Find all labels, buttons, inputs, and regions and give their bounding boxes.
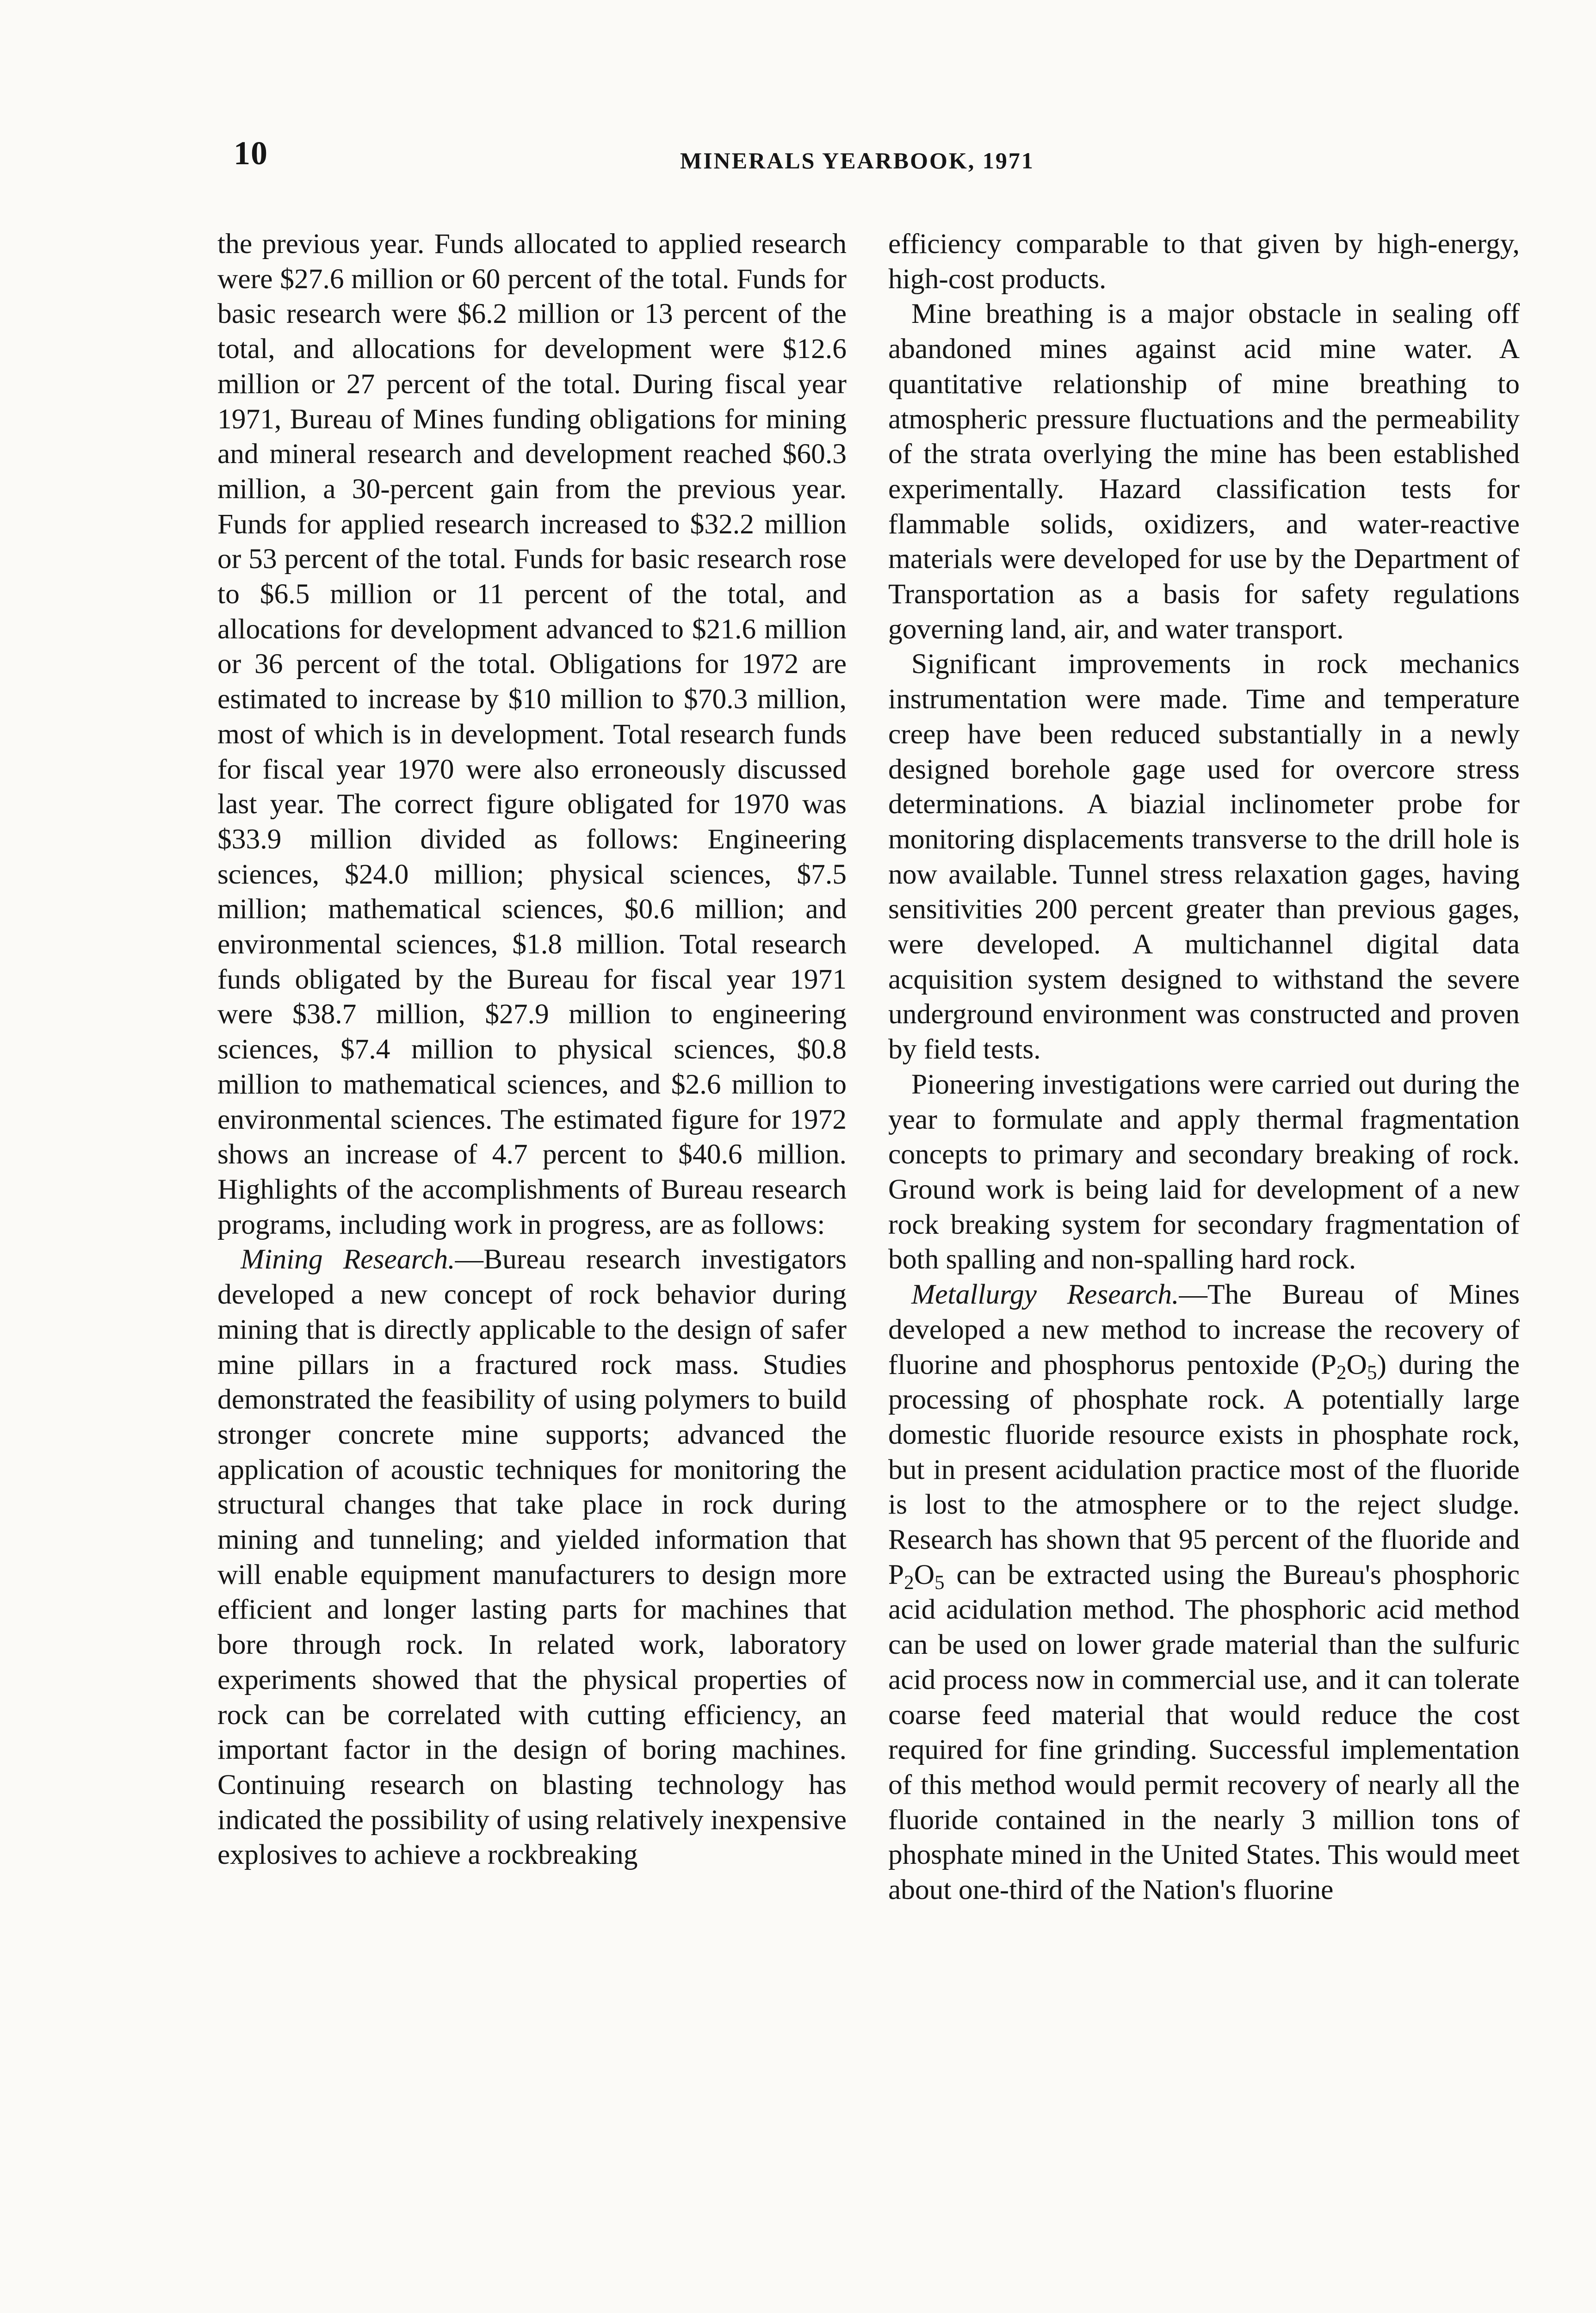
paragraph-mine-breathing: Mine breathing is a major obstacle in sealing off abandoned mines against acid mine water. A quantitative relationship of mine breathing to atmospheric pressure fluctuations and the permeability of the strata overlying the mine has been established experimentally. Hazard classification tests for flammable solids, oxidizers, and water-reactive materials were developed for use by the Department of Transportation as a basis for safety regulations governing land, air, and water transport. — [888, 298, 1520, 645]
page-number: 10 — [234, 135, 268, 172]
paragraph-mining-research — [217, 1242, 847, 1873]
paragraph-text: O — [914, 1558, 935, 1590]
run-in-heading-mining-research: Mining Research. — [241, 1243, 455, 1275]
subscript: 2 — [1336, 1361, 1347, 1384]
subscript: 5 — [1367, 1361, 1377, 1384]
paragraph-text: O — [1346, 1348, 1367, 1380]
subscript: 2 — [904, 1571, 914, 1594]
paragraph-funding: the previous year. Funds allocated to applied research were $27.6 million or 60 percent of the total. Funds for basic research were $6.2 million or 13 percent of the total, and allocations for development were $12.6 million or 27 percent of the total. During fiscal year 1971, Bureau of Mines funding obligations for mining and mineral research and development reached $60.3 million, a 30-percent gain from the previous year. Funds for applied research increased to $32.2 million or 53 percent of the total. Funds for basic research rose to $6.5 million or 11 percent of the total, and allocations for development advanced to $21.6 million or 36 percent of the total. Obligations for 1972 are estimated to increase by $10 million to $70.3 million, most of which is in development. Total research funds for fiscal year 1970 were also erroneously discussed last year. The correct figure obligated for 1970 was $33.9 million divided as follows: Engineering sciences, $24.0 million; physical sciences, $7.5 million; mathematical sciences, $0.6 million; and environmental sciences, $1.8 million. Total research funds obligated by the Bureau for fiscal year 1971 were $38.7 million, $27.9 million to engineering sciences, $7.4 million to physical sciences, $0.8 million to mathematical sciences, and $2.6 million to environmental sciences. The estimated figure for 1972 shows an increase of 4.7 percent to $40.6 million. Highlights of the accomplishments of Bureau research programs, including work in progress, are as follows: — [217, 228, 847, 1240]
paragraph-thermal-fragmentation: Pioneering investigations were carried out during the year to formulate and apply thermal fragmentation concepts to primary and secondary breaking of rock. Ground work is being laid for development of a new rock breaking system for secondary fragmentation of both spalling and non-spalling hard rock. — [888, 1068, 1520, 1275]
paragraph-text: —Bureau research investigators developed a new concept of rock behavior during mining that is directly applicable to the design of safer mine pillars in a fractured rock mass. Studies demonstrated the feasibility of using polymers to build stronger concrete mine supports; advanced the application of acoustic techniques for monitoring the structural changes that take place in rock during mining and tunneling; and yielded information that will enable equipment manufacturers to design more efficient and longer lasting parts for machines that bore through rock. In related work, laboratory experiments showed that the physical properties of rock can be correlated with cutting efficiency, an important factor in the design of boring machines. Continuing research on blasting technology has indicated the possibility of using relatively inexpensive explosives to achieve a rockbreaking — [217, 1243, 847, 1871]
paragraph-text: can be extracted using the Bureau's phosphoric acid acidulation method. The phosphoric acid method can be used on lower grade material than the sulfuric acid process now in commercial use, and it can tolerate coarse feed material that would reduce the cost required for fine grinding. Successful implementation of this method would permit recovery of nearly all the fluoride contained in the nearly 3 million tons of phosphate mined in the United States. This would meet about one-third of the Nation's fluorine — [888, 1558, 1520, 1906]
right-column — [888, 227, 1520, 2308]
left-column — [217, 227, 847, 2308]
paragraph-text: ) during the processing of phosphate rock. A potentially large domestic fluoride resource exists in phosphate rock, but in present acidulation practice most of the fluoride is lost to the atmosphere or to the reject sludge. Research has shown that 95 percent of the fluoride and P — [888, 1348, 1520, 1590]
paragraph-metallurgy-research — [888, 1277, 1520, 1908]
run-in-heading-metallurgy-research: Metallurgy Research. — [911, 1279, 1179, 1311]
paragraph-continuation: efficiency comparable to that given by high-energy, high-cost products. — [888, 228, 1520, 295]
paragraph-text: —The Bureau of Mines developed a new method to increase the recovery of fluorine and phosphorus pentoxide (P — [888, 1279, 1520, 1380]
running-head: MINERALS YEARBOOK, 1971 — [680, 148, 1034, 173]
paragraph-rock-mechanics: Significant improvements in rock mechanics instrumentation were made. Time and temperature creep have been reduced substantially in a newly designed borehole gage used for overcore stress determinations. A biazial inclinometer probe for monitoring displacements transverse to the drill hole is now available. Tunnel stress relaxation gages, having sensitivities 200 percent greater than previous gages, were developed. A multichannel digital data acquisition system designed to withstand the severe underground environment was constructed and proven by field tests. — [888, 648, 1520, 1065]
subscript: 5 — [934, 1571, 945, 1594]
